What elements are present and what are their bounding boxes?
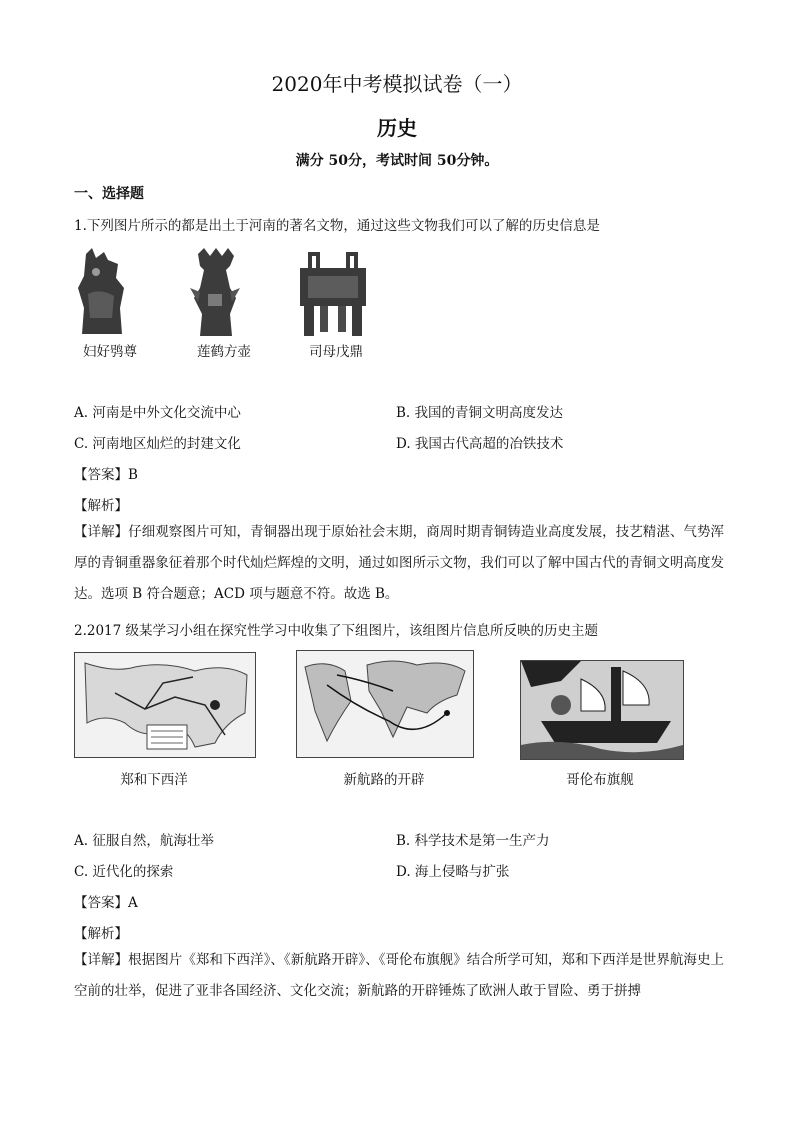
voyage-map-icon [74,652,256,758]
analysis-label: 【解析】 [74,926,128,942]
question-1-stem: 1.下列图片所示的都是出土于河南的著名文物，通过这些文物我们可以了解的历史信息是 [74,218,600,234]
sailing-ship-icon [520,660,684,760]
answer-line: 【答案】B [74,467,138,483]
section-heading: 一、选择题 [74,186,144,202]
analysis-detail: 【详解】仔细观察图片可知，青铜器出现于原始社会末期，商周时期青铜铸造业高度发展，技艺精湛、气势浑厚的青铜重器象征着那个时代灿烂辉煌的文明，通过如图所示文物，我们可以了解中国古代的青铜文明高度发达。选项 B 符合题意；ACD 项与题意不符。故选 B。 [74,524,724,602]
option-a: A. 征服自然，航海壮举 [74,833,214,849]
subject-title: 历史 [377,116,417,140]
image-caption: 莲鹤方壶 [197,344,251,360]
world-route-map-icon [296,650,474,758]
image-caption: 哥伦布旗舰 [566,772,634,788]
option-d: D. 我国古代高超的冶铁技术 [396,436,564,452]
option-b: B. 科学技术是第一生产力 [396,833,550,849]
image-caption: 妇好鸮尊 [83,344,137,360]
image-caption: 郑和下西洋 [120,772,188,788]
exam-title: 2020年中考模拟试卷（一） [271,72,523,96]
owl-zun-bronze-icon [74,248,128,338]
lotus-crane-pot-icon [190,248,240,338]
option-b: B. 我国的青铜文明高度发达 [396,405,564,421]
option-c: C. 河南地区灿烂的封建文化 [74,436,241,452]
option-c: C. 近代化的探索 [74,864,174,880]
analysis-label: 【解析】 [74,498,128,514]
analysis-detail: 【详解】根据图片《郑和下西洋》、《新航路开辟》、《哥伦布旗舰》结合所学可知，郑和下西洋是世界航海史上空前的壮举，促进了亚非各国经济、文化交流；新航路的开辟锤炼了欧洲人敢于冒险、勇于拼搏 [74,952,724,999]
score-line: 满分 50分，考试时间 50分钟。 [295,153,499,169]
image-caption: 新航路的开辟 [343,772,425,788]
question-2-stem: 2.2017 级某学习小组在探究性学习中收集了下组图片，该组图片信息所反映的历史主题 [74,623,599,639]
image-caption: 司母戊鼎 [309,344,363,360]
option-a: A. 河南是中外文化交流中心 [74,405,241,421]
answer-line: 【答案】A [74,895,138,911]
ding-cauldron-icon [296,248,370,336]
option-d: D. 海上侵略与扩张 [396,864,510,880]
